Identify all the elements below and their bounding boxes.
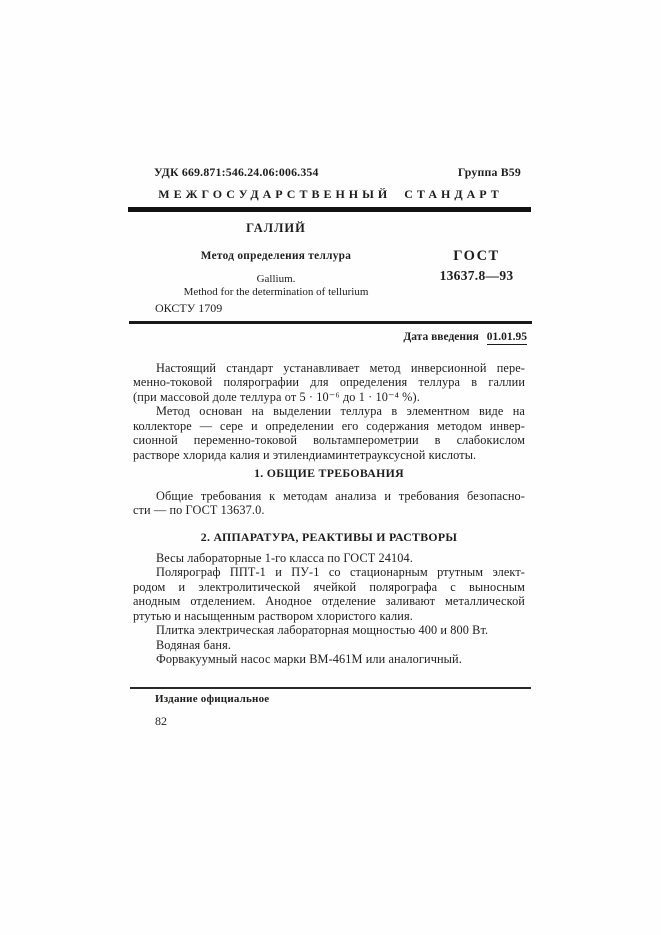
- text-line: сионной переменно-токовой вольтамперометрии в слабокислом: [133, 433, 525, 448]
- section-1-paragraph-1: [133, 489, 525, 518]
- standard-type-title: МЕЖГОСУДАРСТВЕННЫЙ СТАНДАРТ: [158, 187, 503, 201]
- gost-label: ГОСТ: [453, 248, 500, 264]
- text-line: (при массовой доле теллура от 5 · 10⁻⁶ до 1 · 10⁻⁴ %).: [133, 389, 420, 404]
- document-subtitle-en: Method for the determination of tellurium: [183, 285, 369, 298]
- text-line: Плитка электрическая лабораторная мощностью 400 и 800 Вт.: [156, 623, 489, 638]
- text-line: коллекторе — сере и определении его содержания методом инвер-: [133, 418, 525, 433]
- text-line: растворе хлорида калия и этилендиаминтетрауксусной кислоты.: [133, 447, 477, 462]
- section-2-paragraph-3: [133, 623, 525, 637]
- text-line: ртутью и насыщенным раствором хлористого калия.: [133, 608, 413, 623]
- designation-block: [422, 221, 531, 321]
- title-block: [130, 221, 531, 321]
- group-code: Группа В59: [457, 165, 521, 179]
- udk-classification: УДК 669.871:546.24.06:006.354: [154, 165, 319, 179]
- effective-date-line: [130, 331, 527, 343]
- section-2-paragraph-1: [133, 551, 525, 565]
- text-line: родом и электролитической ячейкой полярографа с выносным: [133, 579, 525, 594]
- document-header: [130, 165, 531, 212]
- okstu-code: ОКСТУ 1709: [155, 301, 223, 315]
- gost-number: 13637.8—93: [439, 268, 514, 283]
- intro-paragraph-2: [133, 404, 525, 462]
- section-2-paragraph-5: [133, 652, 525, 666]
- text-line: Общие требования к методам анализа и требования безопасно-: [156, 488, 525, 503]
- text-line: Метод основан на выделении теллура в элементном виде на: [156, 404, 525, 419]
- edition-note: Издание официальное: [155, 693, 270, 705]
- footer-divider-rule: [130, 687, 531, 689]
- text-line: Форвакуумный насос марки ВМ-461М или аналогичный.: [156, 652, 462, 667]
- header-divider-bar: [128, 207, 531, 212]
- title-divider-rule: [129, 321, 532, 324]
- page-number: 82: [155, 714, 167, 728]
- section-apparatus-reagents: [133, 530, 525, 667]
- classification-row: [130, 165, 531, 180]
- section-1-heading: 1. ОБЩИЕ ТРЕБОВАНИЯ: [254, 466, 404, 481]
- text-line: Полярограф ППТ-1 и ПУ-1 со стационарным ртутным элект-: [156, 565, 525, 580]
- effective-date-value: 01.01.95: [486, 331, 527, 343]
- document-title-en: Gallium.: [256, 273, 296, 285]
- section-2-paragraph-4: [133, 638, 525, 652]
- intro-paragraph-1: [133, 361, 525, 404]
- text-line: Водяная баня.: [156, 637, 232, 652]
- text-line: анодным отделением. Анодное отделение заливают металлической: [133, 594, 525, 609]
- section-2-heading: 2. АППАРАТУРА, РЕАКТИВЫ И РАСТВОРЫ: [200, 529, 458, 544]
- document-subtitle: Метод определения теллура: [200, 250, 352, 262]
- text-line: Весы лабораторные 1-го класса по ГОСТ 24104.: [156, 550, 413, 565]
- text-line: менно-токовой полярографии для определения теллура в галлии: [133, 375, 525, 390]
- text-line: Настоящий стандарт устанавливает метод инверсионной пере-: [156, 361, 525, 375]
- document-title: ГАЛЛИЙ: [246, 221, 306, 235]
- document-body: [133, 361, 525, 667]
- text-line: сти — по ГОСТ 13637.0.: [133, 503, 265, 518]
- section-general-requirements: [133, 466, 525, 517]
- effective-date-label: Дата введения: [403, 331, 479, 343]
- section-2-paragraph-2: [133, 565, 525, 623]
